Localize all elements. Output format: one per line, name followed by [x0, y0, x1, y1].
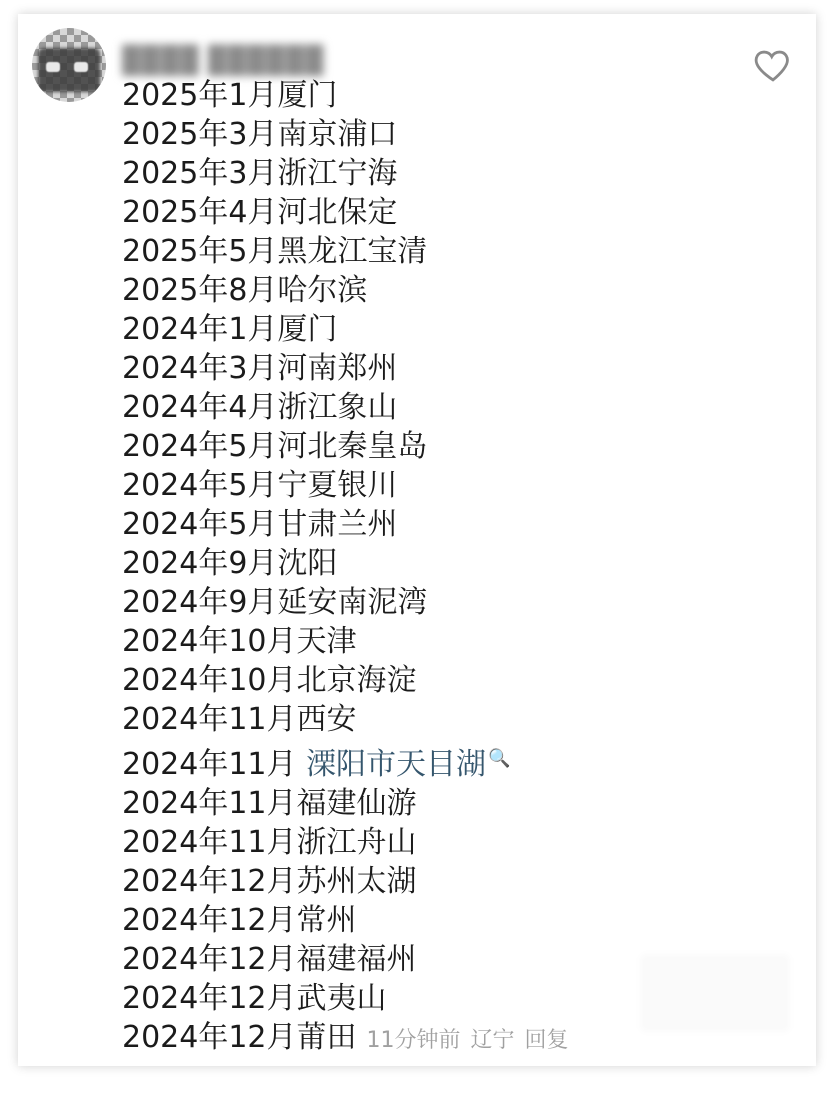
list-item: 2024年4月浙江象山: [122, 390, 398, 425]
list-item: 2024年10月北京海淀: [122, 663, 417, 698]
topic-line-prefix: 2024年11月: [122, 747, 307, 782]
list-item: 2024年12月武夷山: [122, 981, 387, 1016]
avatar-eye-left: [46, 62, 60, 72]
list-item: 2024年5月河北秦皇岛: [122, 429, 428, 464]
list-item: 2024年5月宁夏银川: [122, 468, 398, 503]
list-item: 2024年11月浙江舟山: [122, 825, 417, 860]
list-item: 2024年11月福建仙游: [122, 786, 417, 821]
watermark: [640, 954, 790, 1032]
comment-text: [122, 76, 796, 1060]
list-item: 2025年3月南京浦口: [122, 117, 398, 152]
avatar[interactable]: [32, 28, 106, 102]
list-item: 2024年5月甘肃兰州: [122, 507, 398, 542]
list-item: 2025年3月浙江宁海: [122, 156, 398, 191]
avatar-eye-right: [74, 62, 88, 72]
last-line-text: 2024年12月莆田: [122, 1020, 357, 1055]
reply-button[interactable]: 回复: [524, 1028, 569, 1053]
topic-link[interactable]: 溧阳市天目湖: [306, 747, 487, 782]
list-item: 2024年12月常州: [122, 903, 357, 938]
list-item: 2024年3月河南郑州: [122, 351, 398, 386]
comment-card: [18, 14, 816, 1066]
list-item: 2024年10月天津: [122, 624, 357, 659]
timestamp: 11分钟前: [366, 1028, 461, 1053]
list-item: 2024年9月延安南泥湾: [122, 585, 428, 620]
list-item: 2024年12月福建福州: [122, 942, 417, 977]
username[interactable]: ████ ██████: [122, 44, 325, 74]
location-label: 辽宁: [470, 1028, 515, 1053]
list-item: 2024年12月苏州太湖: [122, 864, 417, 899]
list-item: 2025年1月厦门: [122, 78, 338, 113]
list-item: 2025年5月黑龙江宝清: [122, 234, 428, 269]
list-item: 2024年11月西安: [122, 702, 357, 737]
list-item: 2025年8月哈尔滨: [122, 273, 368, 308]
list-item: 2025年4月河北保定: [122, 195, 398, 230]
list-item: 2024年9月沈阳: [122, 546, 338, 581]
search-icon[interactable]: 🔍: [488, 748, 511, 769]
comment-block: [18, 14, 816, 1066]
list-item: 2024年1月厦门: [122, 312, 338, 347]
list-item-topic: [122, 739, 796, 784]
